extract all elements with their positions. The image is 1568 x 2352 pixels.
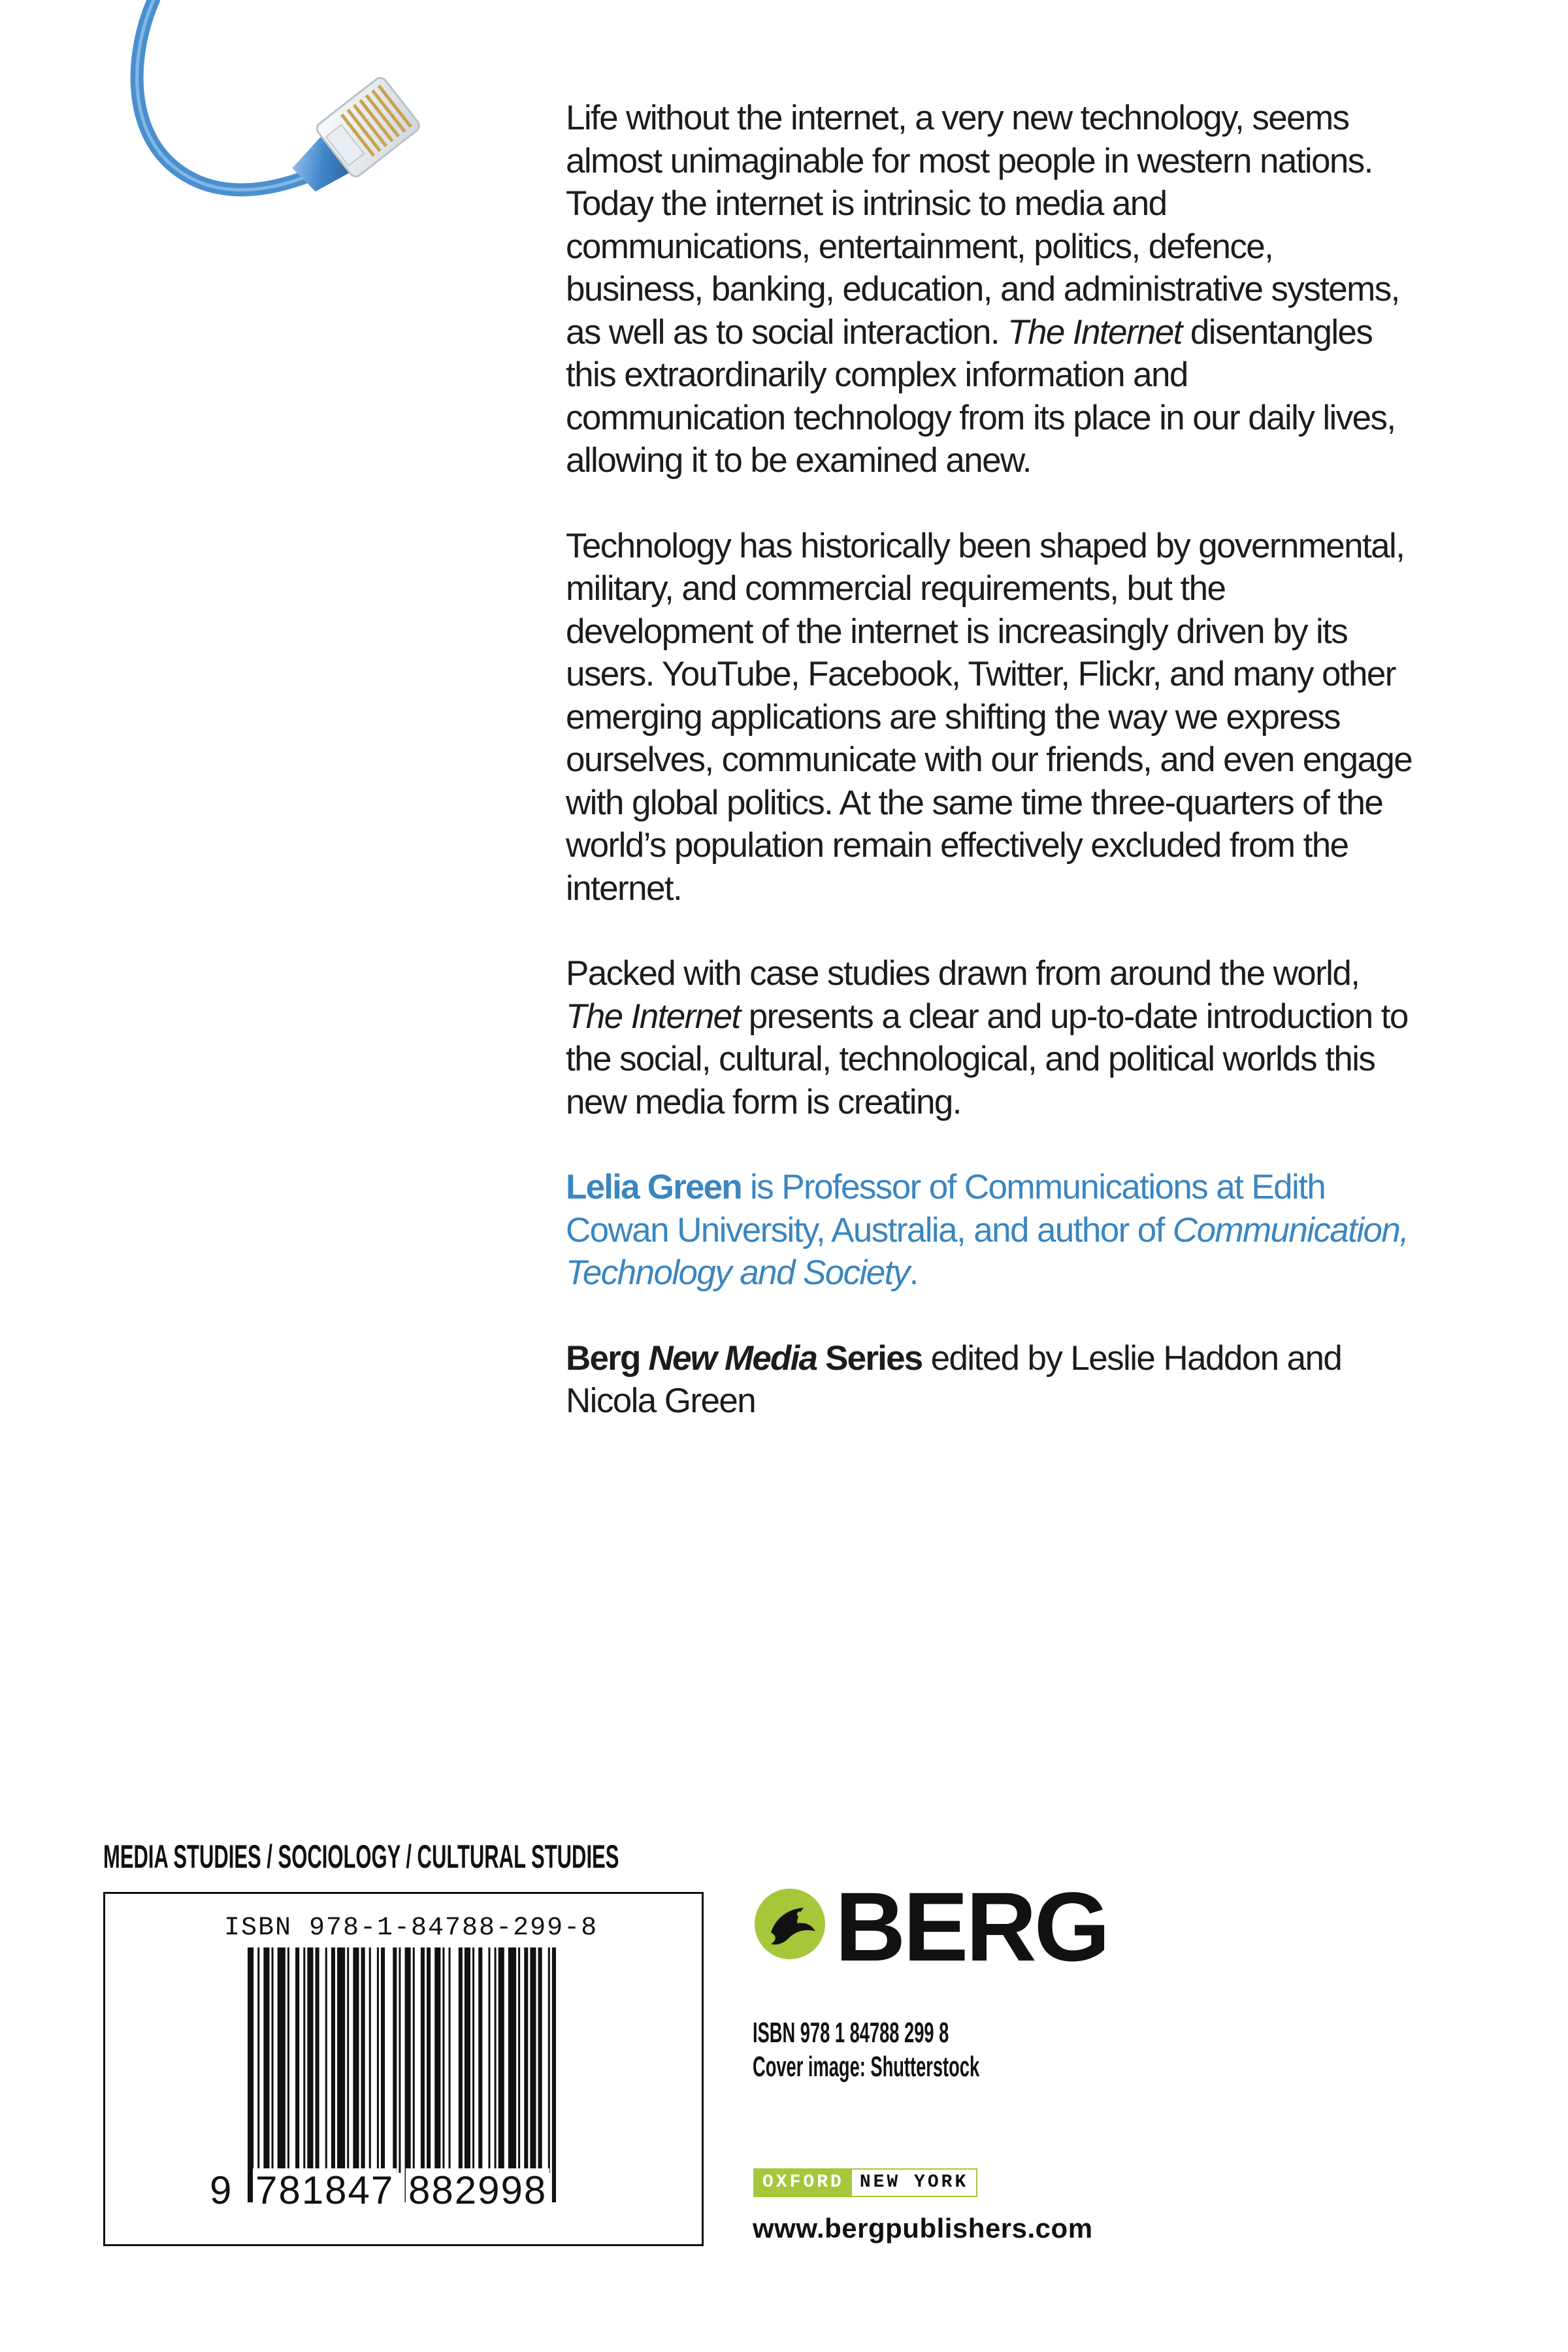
blurb-paragraph-3 (566, 952, 1415, 1123)
blurb-text: disentangles this extraordinarily complex information and communication technology from its place in our daily lives, allowing it to be examined anew. (566, 312, 1396, 480)
barcode-bar (472, 1947, 474, 2173)
author-book-title: Communication, Technology and Society (566, 1210, 1409, 1292)
barcode-bar (272, 1947, 274, 2173)
barcode-bar (498, 1947, 504, 2173)
berg-logo (751, 1872, 1108, 1981)
barcode-bar (548, 1947, 550, 2173)
barcode-bar (508, 1947, 516, 2173)
barcode-bars (248, 1947, 558, 2202)
barcode-bar (442, 1947, 444, 2173)
barcode-digits-left: 781847 (253, 2168, 397, 2213)
rj45-connector (281, 75, 421, 205)
barcode-bar (295, 1947, 299, 2173)
series-publisher: Berg (566, 1338, 649, 1378)
blurb-paragraph-2: Technology has historically been shaped by governmental, military, and commercial requirements, but the development of the internet is increasingly driven by its users. YouTube, Facebook, Twitter, Flickr, and many other emerging applications are shifting the way we express ourselves, communicate with our friends, and even engage with global politics. At the same time three-quarters of the world’s population remain effectively excluded from the internet. (566, 526, 1413, 908)
author-bio-text: is Professor of Communications at Edith Cowan University, Australia, and author of (566, 1168, 1326, 1250)
barcode-bar (434, 1947, 440, 2173)
barcode-digits-right: 882998 (406, 2168, 549, 2213)
barcode-bar (427, 1947, 431, 2173)
barcode-bar (278, 1947, 286, 2173)
series-credit (566, 1337, 1415, 1423)
barcode-bar (331, 1947, 335, 2173)
series-name: New Media (648, 1338, 817, 1378)
barcode-bar (263, 1947, 269, 2173)
series-editors: edited by Leslie Haddon and Nicola Green (566, 1338, 1342, 1420)
barcode-bar (413, 1947, 415, 2173)
berg-wordmark: BERG (835, 1872, 1108, 1981)
barcode-bar (405, 1947, 411, 2202)
barcode-bar (421, 1947, 425, 2173)
book-title-italic: The Internet (1007, 312, 1182, 352)
barcode-bar (459, 1947, 463, 2173)
barcode-bar (393, 1947, 397, 2173)
barcode-digit-first: 9 (210, 2168, 232, 2212)
barcode-bar (399, 1947, 400, 2173)
publisher-locations (753, 2168, 977, 2197)
subject-category: MEDIA STUDIES / SOCIOLOGY / CULTURAL STUDIES (103, 1838, 619, 1875)
barcode-bar (316, 1947, 319, 2173)
barcode-bar (347, 1947, 349, 2173)
isbn-text: ISBN 978 1 84788 299 8 (753, 2017, 949, 2049)
network-cable-image (91, 0, 497, 274)
berg-bird-icon (751, 1885, 828, 1963)
cover-image-credit: Cover image: Shutterstock (753, 2051, 980, 2083)
blurb-text: Life without the internet, a very new technology, seems almost unimaginable for most people in western nations. Today the internet is intrinsic to media and communications, entertainment, politics, defence, business, banking, education, and administrative systems, as well as to social interaction. (566, 99, 1399, 352)
location-new-york: NEW YORK (852, 2170, 976, 2196)
barcode-bar (518, 1947, 520, 2173)
location-oxford: OXFORD (755, 2170, 852, 2196)
barcode-bar (488, 1947, 490, 2173)
barcode-bar (303, 1947, 305, 2173)
series-word: Series (817, 1338, 923, 1378)
barcode-bar (325, 1947, 327, 2173)
barcode-isbn-label: ISBN 978-1-84788-299-8 (224, 1913, 598, 1943)
barcode-bar (381, 1947, 385, 2173)
author-name: Lelia Green (566, 1168, 742, 1206)
barcode-bar (369, 1947, 371, 2173)
cable-wire (137, 0, 307, 190)
author-bio (566, 1166, 1415, 1295)
back-cover-blurb (566, 97, 1415, 1465)
barcode-box (103, 1892, 704, 2246)
barcode-bar (257, 1947, 259, 2202)
blurb-text: presents a clear and up-to-date introduction to the social, cultural, technological, and political worlds this new media form is creating. (566, 997, 1408, 1121)
author-bio-text: . (909, 1253, 918, 1292)
blurb-text: Packed with case studies drawn from around the world, (566, 954, 1360, 993)
blurb-paragraph-1 (566, 97, 1415, 482)
book-title-italic: The Internet (566, 997, 740, 1036)
publisher-website: www.bergpublishers.com (753, 2213, 1093, 2244)
barcode-bar (538, 1947, 542, 2173)
barcode-bar (248, 1947, 253, 2202)
barcode-bar (495, 1947, 497, 2173)
barcode-bar (361, 1947, 365, 2173)
barcode-bar (307, 1947, 313, 2173)
barcode-bar (478, 1947, 482, 2173)
barcode-bar (377, 1947, 379, 2173)
barcode-bar (465, 1947, 470, 2173)
barcode-bar (337, 1947, 345, 2173)
barcode-bar (287, 1947, 289, 2173)
barcode-bar (449, 1947, 451, 2173)
barcode-bar (530, 1947, 536, 2173)
barcode-bar (524, 1947, 528, 2173)
barcode-bar (552, 1947, 556, 2202)
barcode-bar (353, 1947, 359, 2173)
